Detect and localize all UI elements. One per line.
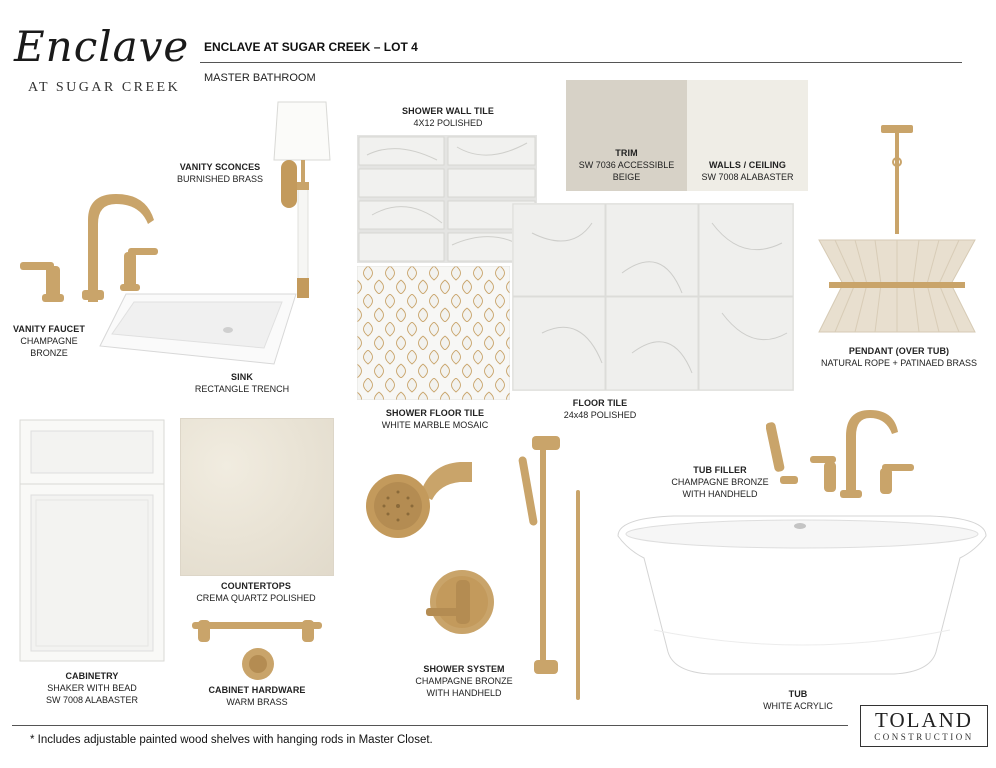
shower-wall-tile-spec: 4X12 POLISHED (413, 118, 483, 128)
trim-spec-2: BEIGE (612, 172, 641, 182)
floor-tile-label (540, 397, 660, 421)
header-rule (200, 62, 962, 63)
vanity-sconces-label (165, 161, 275, 185)
vanity-sconces-title: VANITY SCONCES (179, 162, 261, 172)
shower-system-spec-2: WITH HANDHELD (426, 688, 502, 698)
pendant-label (804, 345, 994, 369)
trim-spec-1: SW 7036 ACCESSIBLE (578, 160, 675, 170)
tub-image (614, 510, 990, 678)
sink-title: SINK (231, 372, 253, 382)
walls-ceiling-title: WALLS / CEILING (709, 160, 786, 170)
cabinetry-label (24, 670, 160, 706)
vanity-faucet-spec-2: BRONZE (30, 348, 68, 358)
pendant-title: PENDANT (OVER TUB) (848, 346, 950, 356)
shower-floor-tile-spec: WHITE MARBLE MOSAIC (381, 420, 489, 430)
tub-filler-spec-2: WITH HANDHELD (682, 489, 758, 499)
tub-label (748, 688, 848, 712)
tub-filler-label (660, 464, 780, 500)
sink-image (96, 288, 300, 368)
shower-system-title: SHOWER SYSTEM (423, 664, 505, 674)
shower-floor-tile-title: SHOWER FLOOR TILE (385, 408, 485, 418)
shower-wall-tile-title: SHOWER WALL TILE (402, 106, 494, 116)
walls-ceiling-spec: SW 7008 ALABASTER (701, 172, 794, 182)
floor-tile-title: FLOOR TILE (572, 398, 628, 408)
countertops-title: COUNTERTOPS (221, 581, 291, 591)
cabinetry-spec-1: SHAKER WITH BEAD (47, 683, 137, 693)
vanity-faucet-spec-1: CHAMPAGNE (20, 336, 78, 346)
pendant-spec: NATURAL ROPE + PATINAED BRASS (821, 358, 977, 368)
shower-wall-tile-image (357, 135, 537, 263)
project-title: ENCLAVE AT SUGAR CREEK – LOT 4 (204, 40, 418, 54)
room-title: MASTER BATHROOM (204, 72, 316, 84)
handheld-shower-rail-image (516, 436, 590, 708)
shower-system-spec-1: CHAMPAGNE BRONZE (415, 676, 513, 686)
sink-spec: RECTANGLE TRENCH (194, 384, 290, 394)
shower-system-label (402, 663, 526, 699)
floor-tile-spec: 24x48 POLISHED (563, 410, 637, 420)
cabinet-door-image (19, 419, 165, 662)
tub-title: TUB (788, 689, 808, 699)
builder-logo-sub: CONSTRUCTION (874, 732, 974, 742)
tub-spec: WHITE ACRYLIC (763, 701, 833, 711)
shower-floor-tile-label (365, 407, 505, 431)
builder-logo (860, 705, 988, 747)
sink-label (182, 371, 302, 395)
countertops-label (186, 580, 326, 604)
countertop-sample-image (180, 418, 334, 576)
vanity-sconces-spec: BURNISHED BRASS (176, 174, 264, 184)
brand-logo-subtitle: AT SUGAR CREEK (28, 80, 181, 95)
cabinetry-title: CABINETRY (65, 671, 119, 681)
tub-filler-spec-1: CHAMPAGNE BRONZE (671, 477, 769, 487)
countertops-spec: CREMA QUARTZ POLISHED (196, 593, 316, 603)
shower-valve-trim-image (424, 566, 496, 646)
pendant-light-image (815, 122, 979, 338)
builder-logo-name: TOLAND (875, 708, 973, 732)
closet-footnote: * Includes adjustable painted wood shelves with hanging rods in Master Closet. (30, 734, 433, 746)
tub-filler-title: TUB FILLER (693, 465, 747, 475)
cabinetry-spec-2: SW 7008 ALABASTER (45, 695, 139, 705)
shower-head-image (360, 454, 478, 540)
footer-rule (12, 725, 848, 726)
brand-logo-script: Enclave (14, 22, 190, 71)
cabinet-hardware-spec: WARM BRASS (226, 697, 288, 707)
vanity-sconce-image (272, 98, 334, 302)
trim-title: TRIM (615, 148, 638, 158)
tub-filler-image (766, 406, 920, 502)
shower-wall-tile-label (378, 105, 518, 129)
cabinet-hardware-label (192, 684, 322, 708)
floor-tile-image (512, 203, 794, 391)
vanity-faucet-title: VANITY FAUCET (13, 324, 85, 334)
cabinet-hardware-title: CABINET HARDWARE (208, 685, 306, 695)
cabinet-hardware-image (190, 616, 324, 682)
walls-ceiling-label (687, 159, 808, 183)
shower-floor-tile-image (357, 266, 510, 400)
vanity-faucet-label (4, 323, 94, 359)
trim-label (566, 147, 687, 183)
